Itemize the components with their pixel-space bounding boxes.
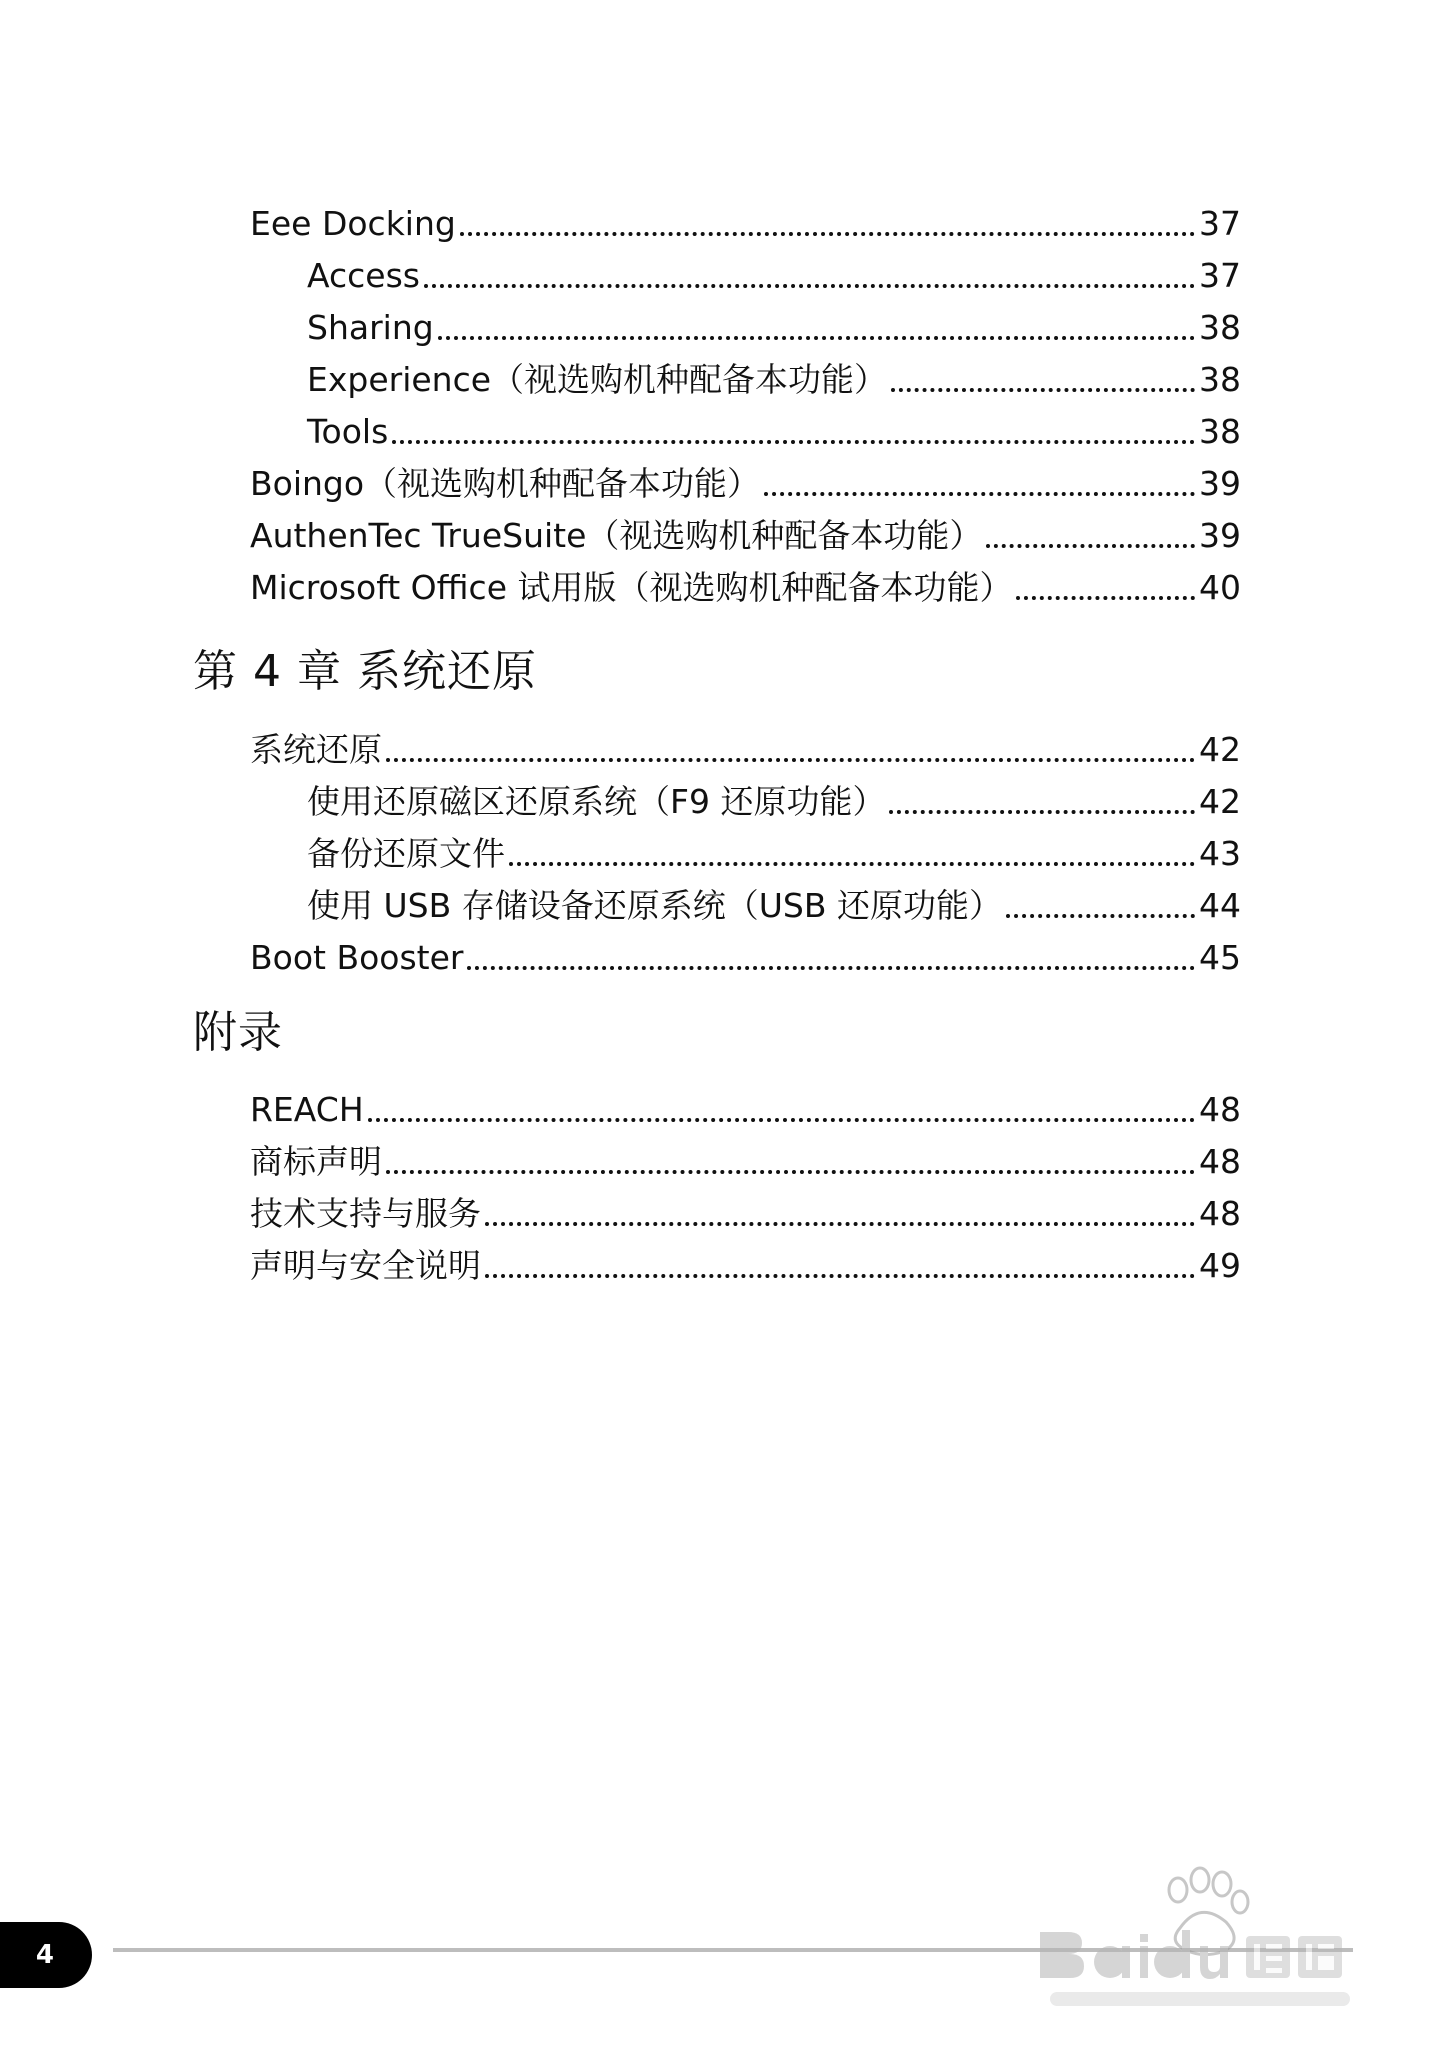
toc-entry-label: 商标声明 (250, 1142, 382, 1181)
dot-leader (467, 966, 1195, 970)
dot-leader (1006, 914, 1195, 918)
dot-leader (891, 388, 1195, 392)
toc-entry-page: 42 (1199, 782, 1241, 821)
dot-leader (986, 544, 1195, 548)
toc-entry-label: Boot Booster (250, 938, 464, 977)
toc-entry-access[interactable] (307, 246, 1241, 298)
dot-leader (764, 492, 1195, 496)
toc-entry-label: REACH (250, 1090, 364, 1129)
dot-leader (368, 1118, 1195, 1122)
toc-entry-label: 系统还原 (250, 730, 382, 769)
toc-entry-label: Sharing (307, 308, 434, 347)
toc-entry-page: 37 (1199, 204, 1241, 243)
dot-leader (438, 336, 1195, 340)
toc-entry-label: AuthenTec TrueSuite（视选购机种配备本功能） (250, 516, 983, 555)
toc-entry-sharing[interactable] (307, 298, 1241, 350)
toc-entry-label: 技术支持与服务 (250, 1194, 481, 1233)
dot-leader (392, 440, 1195, 444)
toc-entry-system-restore[interactable] (250, 720, 1241, 772)
toc-entry-trademark[interactable] (250, 1132, 1241, 1184)
toc-entry-page: 38 (1199, 308, 1241, 347)
chapter-heading-4[interactable]: 第 4 章 系统还原 (193, 646, 537, 697)
toc-entry-backup-files[interactable] (307, 824, 1241, 876)
toc-entry-page: 39 (1199, 464, 1241, 503)
toc-entry-tools[interactable] (307, 402, 1241, 454)
toc-entry-label: Eee Docking (250, 204, 456, 243)
toc-entry-f9-restore[interactable] (307, 772, 1241, 824)
dot-leader (485, 1222, 1195, 1226)
toc-entry-label: Access (307, 256, 420, 295)
toc-entry-label: Tools (307, 412, 389, 451)
toc-entry-boot-booster[interactable] (250, 928, 1241, 980)
page-number: 4 (35, 1940, 54, 1970)
dot-leader (889, 810, 1195, 814)
toc-entry-experience[interactable] (307, 350, 1241, 402)
toc-entry-usb-restore[interactable] (307, 876, 1241, 928)
dot-leader (1016, 596, 1195, 600)
toc-entry-label: 使用还原磁区还原系统（F9 还原功能） (307, 782, 886, 821)
toc-entry-page: 44 (1199, 886, 1241, 925)
toc-entry-page: 48 (1199, 1142, 1241, 1181)
toc-entry-boingo[interactable] (250, 454, 1241, 506)
toc-entry-page: 45 (1199, 938, 1241, 977)
toc-entry-page: 39 (1199, 516, 1241, 555)
toc-entry-page: 38 (1199, 360, 1241, 399)
toc-entry-page: 48 (1199, 1194, 1241, 1233)
toc-entry-label: Microsoft Office 试用版（视选购机种配备本功能） (250, 568, 1013, 607)
toc-entry-page: 38 (1199, 412, 1241, 451)
page-number-badge (0, 1922, 92, 1988)
toc-entry-eee-docking[interactable] (250, 194, 1241, 246)
toc-entry-label: 声明与安全说明 (250, 1246, 481, 1285)
toc-entry-page: 37 (1199, 256, 1241, 295)
dot-leader (386, 1170, 1195, 1174)
toc-entry-page: 43 (1199, 834, 1241, 873)
toc-entry-authentec[interactable] (250, 506, 1241, 558)
toc-entry-page: 40 (1199, 568, 1241, 607)
toc-entry-page: 48 (1199, 1090, 1241, 1129)
toc-entry-label: 使用 USB 存储设备还原系统（USB 还原功能） (307, 886, 1002, 925)
toc-entry-reach[interactable] (250, 1080, 1241, 1132)
dot-leader (424, 284, 1195, 288)
toc-entry-label: Boingo（视选购机种配备本功能） (250, 464, 761, 503)
baidu-jingyan-watermark-logo (1030, 1850, 1370, 2020)
dot-leader (460, 232, 1195, 236)
toc-entry-page: 49 (1199, 1246, 1241, 1285)
dot-leader (509, 862, 1195, 866)
toc-entry-microsoft-office[interactable] (250, 558, 1241, 610)
toc-entry-label: Experience（视选购机种配备本功能） (307, 360, 888, 399)
dot-leader (485, 1274, 1195, 1278)
dot-leader (386, 758, 1195, 762)
toc-entry-label: 备份还原文件 (307, 834, 505, 873)
appendix-heading[interactable]: 附录 (193, 1007, 283, 1058)
toc-entry-safety[interactable] (250, 1236, 1241, 1288)
toc-entry-page: 42 (1199, 730, 1241, 769)
toc-entry-support[interactable] (250, 1184, 1241, 1236)
